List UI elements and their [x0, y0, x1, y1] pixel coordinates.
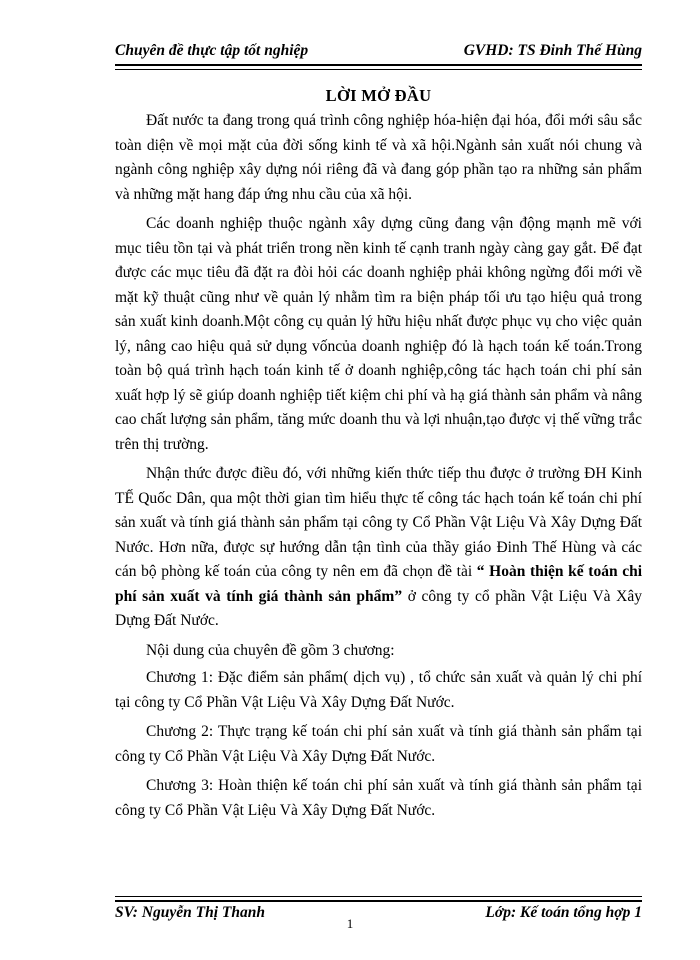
- header-document-type: Chuyên đề thực tập tốt nghiệp: [115, 42, 309, 59]
- header-supervisor: GVHD: TS Đinh Thế Hùng: [463, 42, 642, 59]
- footer-rule: [115, 896, 642, 902]
- paragraph-context: Các doanh nghiệp thuộc ngành xây dựng cũng đang vận động mạnh mẽ với mục tiêu tồn tại và phát triển trong nền kinh tế cạnh tranh ngày càng gay gắt. Để đạt được các mục tiêu đã đặt ra đòi hỏi các doanh nghiệp phải không ngừng đổi mới về mặt kỹ thuật cũng như về quản lý nhằm tìm ra biện pháp tối ưu tạo hiệu quả trong sản xuất kinh doanh.Một công cụ quản lý hữu hiệu nhất được phục vụ cho việc quản lý, nâng cao hiệu quả sử dụng vốncủa doanh nghiệp đó là hạch toán kế toán.Trong toàn bộ quá trình hạch toán kinh tế ở doanh nghiệp,công tác hạch toán chi phí sản xuất hợp lý sẽ giúp doanh nghiệp tiết kiệm chi phí và hạ giá thành sản phẩm và nâng cao chất lượng sản phẩm, tăng mức doanh thu và lợi nhuận,tạo được vị thế vững trắc trên thị trường.: [115, 215, 642, 453]
- document-body: [115, 109, 642, 828]
- page-title: LỜI MỞ ĐẦU: [325, 86, 432, 105]
- page-number: 1: [346, 916, 354, 931]
- thesis-topic: “ Hoàn thiện kế toán chi phí sản xuất và tính giá thành sản phẩm”: [115, 563, 643, 605]
- paragraph-contents-intro: Nội dung của chuyên đề gồm 3 chương:: [146, 641, 395, 659]
- paragraph-topic-end: ở công ty cổ phần Vật Liệu Và Xây Dựng Đất Nước.: [115, 587, 642, 629]
- paragraph-topic: [115, 462, 642, 634]
- paragraph-chapter-2: Chương 2: Thực trạng kế toán chi phí sản xuất và tính giá thành sản phẩm tại công ty Cổ Phần Vật Liệu Và Xây Dựng Đất Nước.: [115, 723, 642, 765]
- header-rule: [115, 64, 642, 70]
- footer-student: SV: Nguyễn Thị Thanh: [115, 904, 266, 921]
- paragraph-chapter-3: Chương 3: Hoàn thiện kế toán chi phí sản xuất và tính giá thành sản phẩm tại công ty Cổ Phần Vật Liệu Và Xây Dựng Đất Nước.: [115, 777, 642, 819]
- paragraph-chapter-1: Chương 1: Đặc điểm sản phẩm( dịch vụ) , tổ chức sản xuất và quản lý chi phí tại công ty Cổ Phần Vật Liệu Và Xây Dựng Đất Nước.: [115, 669, 642, 711]
- paragraph-intro: Đất nước ta đang trong quá trình công nghiệp hóa-hiện đại hóa, đổi mới sâu sắc toàn diện về mọi mặt của đời sống kinh tế và xã hội.Ngành sản xuất nói chung và ngành công nghiệp xây dựng nói riêng đã và đang góp phần tạo ra những sản phẩm và những mặt hang đáp ứng nhu cầu của xã hội.: [115, 112, 642, 203]
- paragraph-topic-start: Nhận thức được điều đó, với những kiến thức tiếp thu được ở trường ĐH Kinh TẾ Quốc Dân, qua một thời gian tìm hiểu thực tế công tác hạch toán kế toán chi phí sản xuất và tính giá thành sản phẩm tại công ty Cổ Phần Vật Liệu Và Xây Dựng Đất Nước. Hơn nữa, được sự hướng dẫn tận tình của thầy giáo Đinh Thế Hùng và các cán bộ phòng kế toán của công ty nên em đã chọn đề tài: [115, 465, 642, 580]
- footer-class: Lớp: Kế toán tổng hợp 1: [485, 904, 642, 921]
- page-header: [115, 40, 642, 64]
